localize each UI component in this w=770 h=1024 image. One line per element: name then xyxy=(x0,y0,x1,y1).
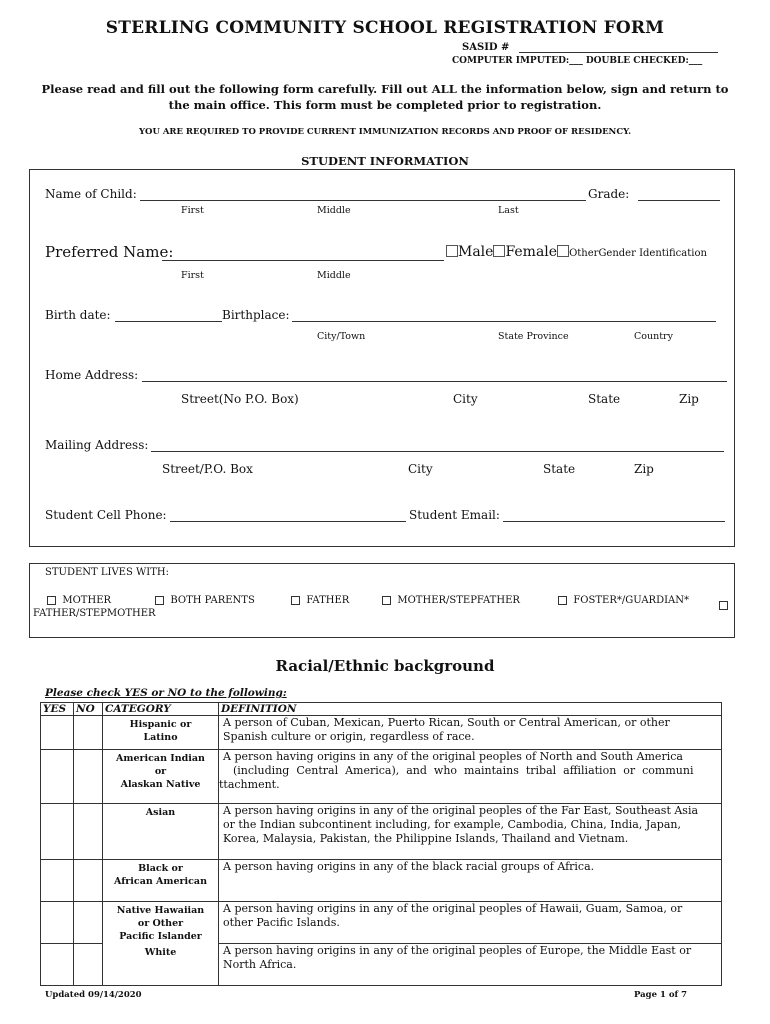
lives-mother-stepfather[interactable]: MOTHER/STEPFATHER xyxy=(382,595,520,606)
mother-stepfather-checkbox[interactable] xyxy=(382,596,391,605)
grade-field[interactable] xyxy=(638,200,720,201)
email-field[interactable] xyxy=(503,521,725,522)
student-info-heading: STUDENT INFORMATION xyxy=(301,154,469,168)
name-label: Name of Child: xyxy=(45,187,137,201)
gender-options: Male Female OtherGender Identification xyxy=(446,244,707,260)
race-row-white xyxy=(41,944,722,986)
state-province-caption: State Province xyxy=(498,331,569,342)
other-checkbox[interactable] xyxy=(557,245,569,257)
computer-imputed: COMPUTER IMPUTED:___ DOUBLE CHECKED:___ xyxy=(452,56,703,66)
no-cell[interactable] xyxy=(74,944,103,986)
father-stepmother-checkbox[interactable] xyxy=(719,595,728,614)
yes-cell[interactable] xyxy=(41,902,74,944)
birth-date-label: Birth date: xyxy=(45,308,111,322)
category-cell: American Indian or Alaskan Native xyxy=(103,750,219,804)
form-title: STERLING COMMUNITY SCHOOL REGISTRATION FORM xyxy=(105,18,665,38)
father-checkbox[interactable] xyxy=(291,596,300,605)
birth-date-field[interactable] xyxy=(115,321,222,322)
lives-with-heading: STUDENT LIVES WITH: xyxy=(45,567,169,578)
lives-foster-guardian[interactable]: FOSTER*/GUARDIAN* xyxy=(558,595,689,606)
male-checkbox[interactable] xyxy=(446,245,458,257)
home-street-caption: Street(No P.O. Box) xyxy=(181,392,299,406)
definition-cell: A person having origins in any of the original peoples of North and South America (including Central America), and who maintains tribal affiliation or communi ttachment. xyxy=(219,750,722,804)
category-header: CATEGORY xyxy=(103,703,219,716)
required-notice: YOU ARE REQUIRED TO PROVIDE CURRENT IMMUNIZATION RECORDS AND PROOF OF RESIDENCY. xyxy=(138,127,632,137)
email-label: Student Email: xyxy=(409,508,500,522)
instructions: Please read and fill out the following form carefully. Fill out ALL the information below, sign and return to the main office. This form must be completed prior to registration. xyxy=(41,82,729,112)
racial-heading: Racial/Ethnic background xyxy=(275,657,495,675)
no-cell[interactable] xyxy=(74,804,103,860)
home-state-caption: State xyxy=(588,392,621,406)
yes-cell[interactable] xyxy=(41,944,74,986)
race-header-row xyxy=(41,703,722,716)
no-cell[interactable] xyxy=(74,750,103,804)
pref-first-caption: First xyxy=(181,270,204,281)
sasid-field[interactable] xyxy=(519,52,718,53)
mail-street-caption: Street/P.O. Box xyxy=(162,462,253,476)
definition-cell: A person having origins in any of the original peoples of the Far East, Southeast Asia or the Indian subcontinent including, for example, Cambodia, China, India, Japan, Korea, Malaysia, Pakistan, the Philippine Islands, Thailand and Vietnam. xyxy=(219,804,722,860)
home-city-caption: City xyxy=(453,392,478,406)
mail-city-caption: City xyxy=(408,462,433,476)
middle-caption: Middle xyxy=(317,205,351,216)
lives-mother[interactable]: MOTHER xyxy=(47,595,111,606)
updated-date: Updated 09/14/2020 xyxy=(45,990,142,1000)
race-row-hispanic xyxy=(41,716,722,750)
no-cell[interactable] xyxy=(74,860,103,902)
grade-label: Grade: xyxy=(588,187,630,201)
preferred-name-label: Preferred Name: xyxy=(45,243,174,261)
category-cell: Native Hawaiian or Other Pacific Islander xyxy=(103,902,219,944)
definition-cell: A person having origins in any of the black racial groups of Africa. xyxy=(219,860,722,902)
home-zip-caption: Zip xyxy=(679,392,699,406)
lives-father-stepmother-label: FATHER/STEPMOTHER xyxy=(33,608,156,619)
definition-header: DEFINITION xyxy=(219,703,722,716)
no-header: NO xyxy=(74,703,103,716)
name-field[interactable] xyxy=(140,200,586,201)
home-address-label: Home Address: xyxy=(45,368,139,382)
foster-guardian-checkbox[interactable] xyxy=(558,596,567,605)
yes-cell[interactable] xyxy=(41,804,74,860)
cell-phone-field[interactable] xyxy=(170,521,406,522)
mother-checkbox[interactable] xyxy=(47,596,56,605)
both-parents-checkbox[interactable] xyxy=(155,596,164,605)
female-checkbox[interactable] xyxy=(493,245,505,257)
first-caption: First xyxy=(181,205,204,216)
category-cell: White xyxy=(103,944,219,986)
pref-middle-caption: Middle xyxy=(317,270,351,281)
yes-header: YES xyxy=(41,703,74,716)
birthplace-label: Birthplace: xyxy=(222,308,290,322)
preferred-name-field[interactable] xyxy=(162,260,444,261)
mailing-address-label: Mailing Address: xyxy=(45,438,149,452)
category-cell: Black or African American xyxy=(103,860,219,902)
race-instruction: Please check YES or NO to the following: xyxy=(45,687,287,699)
definition-cell: A person having origins in any of the original peoples of Europe, the Middle East or North Africa. xyxy=(219,944,722,986)
yes-cell[interactable] xyxy=(41,860,74,902)
race-row-asian xyxy=(41,804,722,860)
category-cell: Asian xyxy=(103,804,219,860)
mailing-address-field[interactable] xyxy=(151,451,724,452)
yes-cell[interactable] xyxy=(41,750,74,804)
definition-cell: A person of Cuban, Mexican, Puerto Rican, South or Central American, or other Spanish culture or origin, regardless of race. xyxy=(219,716,722,750)
no-cell[interactable] xyxy=(74,902,103,944)
race-table xyxy=(40,702,722,986)
last-caption: Last xyxy=(498,205,519,216)
mail-zip-caption: Zip xyxy=(634,462,654,476)
race-row-native-hawaiian xyxy=(41,902,722,944)
mail-state-caption: State xyxy=(543,462,576,476)
definition-cell: A person having origins in any of the original peoples of Hawaii, Guam, Samoa, or other Pacific Islands. xyxy=(219,902,722,944)
country-caption: Country xyxy=(634,331,673,342)
home-address-field[interactable] xyxy=(142,381,727,382)
page-number: Page 1 of 7 xyxy=(634,990,688,1000)
lives-both-parents[interactable]: BOTH PARENTS xyxy=(155,595,255,606)
lives-father[interactable]: FATHER xyxy=(291,595,349,606)
cell-phone-label: Student Cell Phone: xyxy=(45,508,167,522)
no-cell[interactable] xyxy=(74,716,103,750)
sasid-label: SASID # xyxy=(462,42,510,53)
race-row-american-indian xyxy=(41,750,722,804)
student-info-box xyxy=(29,169,735,547)
race-row-black xyxy=(41,860,722,902)
city-town-caption: City/Town xyxy=(317,331,366,342)
yes-cell[interactable] xyxy=(41,716,74,750)
category-cell: Hispanic or Latino xyxy=(103,716,219,750)
birthplace-field[interactable] xyxy=(292,321,716,322)
